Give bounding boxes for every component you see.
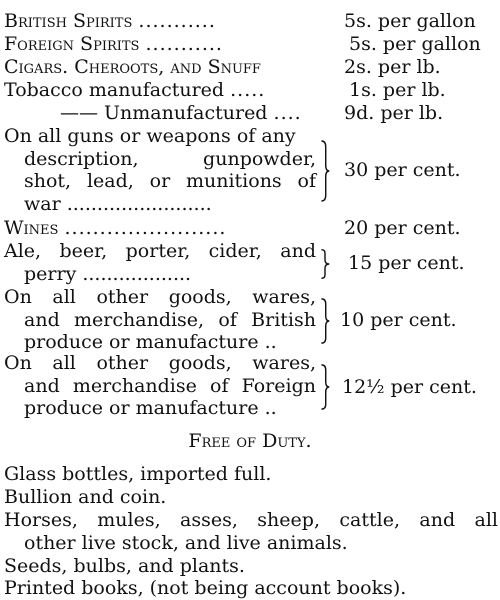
tariff-group-ale	[4, 240, 494, 286]
group-rate: 10 per cent.	[340, 309, 457, 331]
group-line: shot, lead, or munitions of	[24, 170, 316, 192]
tariff-group-foreign-goods	[4, 352, 494, 420]
row-rate: 1s. per lb.	[349, 79, 446, 101]
group-rate: 30 per cent.	[344, 159, 461, 181]
group-lines	[4, 240, 316, 285]
group-rate: 15 per cent.	[348, 252, 465, 274]
group-lines	[4, 286, 316, 354]
group-line: description, gunpowder,	[24, 147, 316, 170]
row-rate: 5s. per gallon	[344, 10, 476, 32]
curly-brace-icon	[320, 354, 330, 420]
curly-brace-icon	[320, 288, 330, 354]
row-label: Cigars. Cheroots, and Snuff	[4, 56, 261, 78]
tariff-row-cigars	[4, 56, 500, 79]
group-line: On all other goods, wares,	[4, 286, 316, 308]
row-label: Foreign Spirits	[4, 33, 140, 55]
group-line: produce or manufacture ..	[24, 331, 277, 353]
group-line: perry ..................	[24, 262, 192, 285]
free-item: Horses, mules, asses, sheep, cattle, and all	[4, 509, 498, 531]
tariff-row-tobacco-unmanufactured	[60, 102, 500, 125]
row-label: —— Unmanufactured	[60, 102, 268, 124]
row-rate: 9d. per lb.	[344, 102, 444, 124]
tariff-row-wines	[4, 217, 500, 240]
row-label: Tobacco manufactured	[4, 79, 225, 101]
row-label: Wines	[4, 217, 59, 239]
group-line: and merchandise, of British	[24, 308, 316, 331]
group-rate: 12½ per cent.	[342, 376, 477, 398]
leader-dots: ...........	[138, 10, 216, 32]
free-item: Bullion and coin.	[4, 486, 167, 508]
row-rate: 20 per cent.	[344, 217, 461, 239]
row-rate: 2s. per lb.	[344, 56, 441, 78]
leader-dots: .....	[230, 79, 266, 101]
leader-dots: .......................	[64, 217, 227, 239]
row-label: British Spirits	[4, 10, 133, 32]
group-line: Ale, beer, porter, cider, and	[4, 240, 316, 262]
free-of-duty-heading: Free of Duty.	[188, 430, 312, 452]
group-lines	[4, 125, 316, 215]
group-line: On all guns or weapons of any	[4, 125, 296, 147]
group-line: and merchandise of Foreign	[24, 374, 316, 397]
group-lines	[4, 352, 316, 420]
tariff-row-british-spirits	[4, 10, 500, 33]
tariff-row-tobacco-manufactured	[4, 79, 500, 102]
group-line: war ........................	[24, 192, 212, 215]
row-rate: 5s. per gallon	[349, 33, 481, 55]
curly-brace-icon	[320, 242, 330, 286]
free-item: Printed books, (not being account books).	[4, 577, 407, 599]
curly-brace-icon	[320, 127, 330, 215]
tariff-group-british-goods	[4, 286, 494, 354]
free-item: Seeds, bulbs, and plants.	[4, 555, 245, 577]
tariff-row-foreign-spirits	[4, 33, 500, 56]
leader-dots: ....	[273, 102, 302, 124]
tariff-group-guns	[4, 125, 494, 215]
free-item-continuation: other live stock, and live animals.	[24, 532, 348, 554]
group-line: produce or manufacture ..	[24, 397, 277, 419]
group-line: On all other goods, wares,	[4, 352, 316, 374]
free-item: Glass bottles, imported full.	[4, 463, 272, 485]
leader-dots: ...........	[145, 33, 223, 55]
